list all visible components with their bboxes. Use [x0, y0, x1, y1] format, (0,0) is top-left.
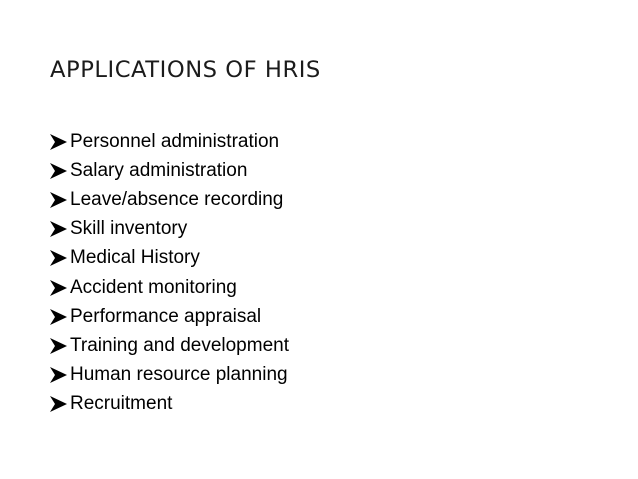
list-item — [49, 156, 289, 185]
arrowhead-bullet-icon — [49, 190, 68, 210]
arrowhead-bullet-icon — [49, 219, 68, 239]
list-item — [49, 244, 289, 273]
list-item-label: Recruitment — [70, 393, 173, 415]
list-item-label: Skill inventory — [70, 218, 188, 240]
list-item-label: Accident monitoring — [70, 276, 237, 298]
list-item — [49, 273, 289, 302]
arrowhead-bullet-icon — [49, 278, 68, 298]
arrowhead-bullet-icon — [49, 336, 68, 356]
list-item-label: Training and development — [70, 334, 289, 356]
list-item — [49, 331, 289, 360]
list-item — [49, 390, 289, 419]
slide-title: APPLICATIONS OF HRIS — [50, 58, 321, 83]
arrowhead-bullet-icon — [49, 248, 68, 268]
list-item-label: Medical History — [70, 247, 200, 269]
arrowhead-bullet-icon — [49, 394, 68, 414]
list-item-label: Performance appraisal — [70, 305, 262, 327]
arrowhead-bullet-icon — [49, 365, 68, 385]
list-item — [49, 361, 289, 390]
list-item — [49, 185, 289, 214]
arrowhead-bullet-icon — [49, 161, 68, 181]
list-item-label: Salary administration — [70, 159, 248, 181]
list-item — [49, 302, 289, 331]
arrowhead-bullet-icon — [49, 307, 68, 327]
list-item-label: Leave/absence recording — [70, 188, 284, 210]
list-item — [49, 215, 289, 244]
list-item — [49, 127, 289, 156]
list-item-label: Personnel administration — [70, 130, 280, 152]
arrowhead-bullet-icon — [49, 132, 68, 152]
list-item-label: Human resource planning — [70, 364, 288, 386]
bullet-list — [49, 127, 289, 419]
